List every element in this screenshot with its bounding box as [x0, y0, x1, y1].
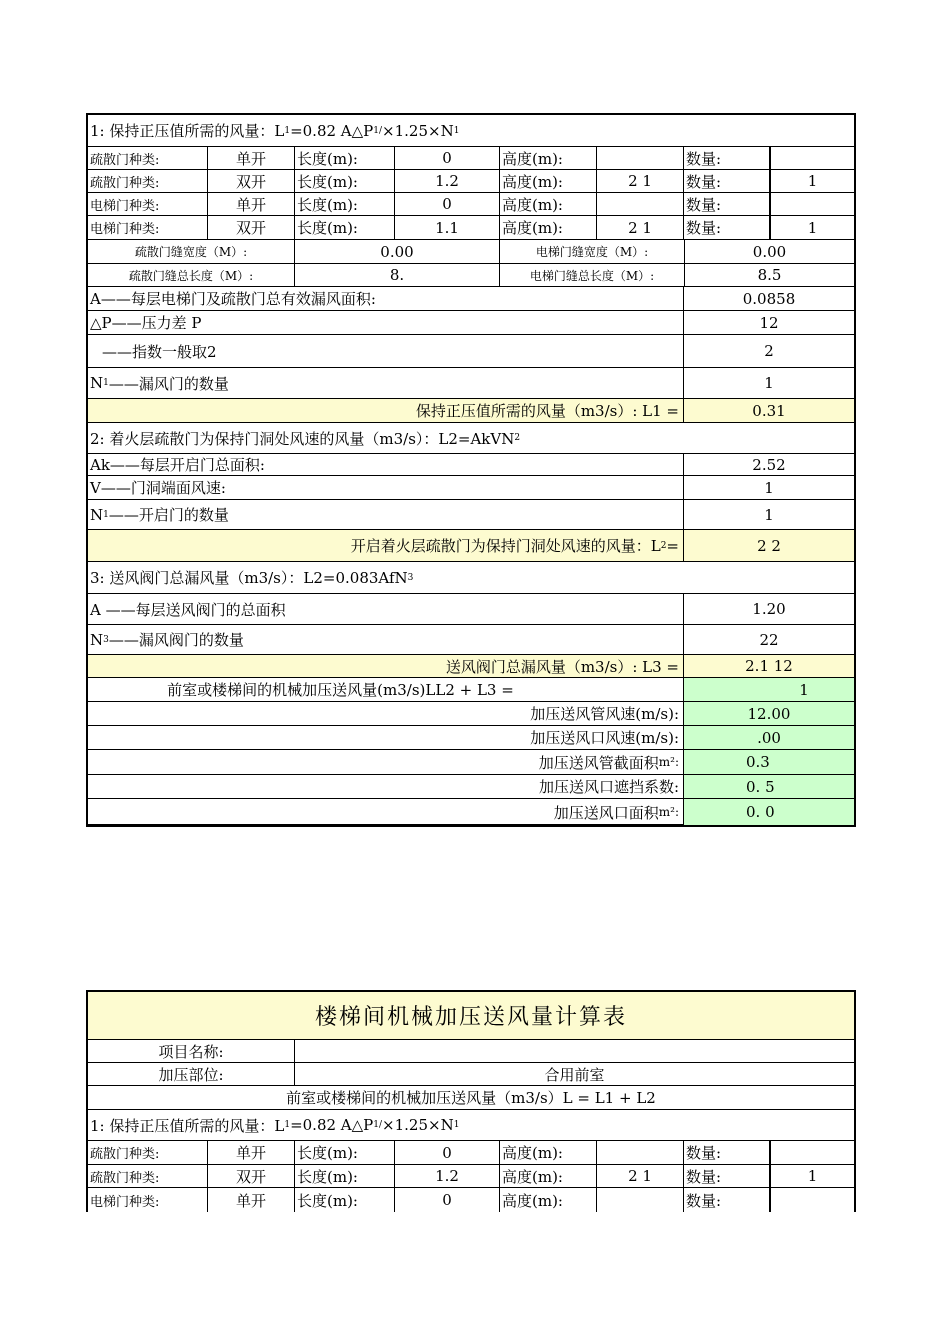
- duct-speed-label: 加压送风管风速(m/s):: [88, 702, 684, 725]
- block-coef-row: [88, 775, 854, 799]
- duct-area-row: [88, 750, 854, 775]
- door-type-cell[interactable]: 单开: [208, 193, 295, 215]
- quantity-label: 数量:: [684, 170, 770, 192]
- elevator-gap-width-value[interactable]: 0.00: [684, 240, 854, 263]
- velocity-row: [88, 476, 854, 500]
- formula-l3-row: [88, 562, 854, 594]
- height-label: 高度(m):: [500, 147, 597, 169]
- valve-count-label: N 3 ——漏风阀门的数量: [88, 625, 684, 654]
- valve-count-row: [88, 625, 854, 655]
- elevator-gap-length-value[interactable]: 8.5: [684, 264, 854, 286]
- l2-result-value: 2 2: [757, 536, 781, 555]
- quantity-label: 数量:: [684, 1188, 770, 1212]
- door-type-label: 电梯门种类:: [88, 193, 208, 215]
- door-type-cell[interactable]: 单开: [208, 1188, 295, 1212]
- quantity-cell[interactable]: 1: [770, 216, 854, 239]
- valve-area-row: [88, 594, 854, 625]
- formula-l1-row: [88, 1110, 854, 1141]
- area-a-label: A——每层电梯门及疏散门总有效漏风面积:: [88, 287, 684, 310]
- evac-gap-width-value[interactable]: 0.00: [295, 240, 500, 263]
- height-cell[interactable]: [597, 147, 684, 169]
- quantity-cell[interactable]: [770, 1188, 854, 1212]
- l3-result-value: 2.1 12: [745, 657, 793, 675]
- height-label: 高度(m):: [500, 216, 597, 239]
- l3-result-label: 送风阀门总漏风量（m3/s）: L3 =: [88, 655, 684, 677]
- formula-l1-row: [88, 115, 854, 147]
- length-label: 长度(m):: [295, 147, 395, 169]
- calc-sheet-top: [86, 113, 856, 827]
- height-label: 高度(m):: [500, 1188, 597, 1212]
- area-a-value[interactable]: 0.0858: [742, 289, 796, 308]
- leak-door-count-value[interactable]: 1: [764, 374, 774, 392]
- evac-gap-length-label: 疏散门缝总长度（M）:: [88, 264, 295, 286]
- block-coef-label: 加压送风口遮挡系数:: [88, 775, 684, 798]
- total-airflow-label: 前室或楼梯间的机械加压送风量(m3/s)LL2 + L3 =: [88, 678, 684, 701]
- gap-length-row: [88, 264, 854, 287]
- door-row: [88, 1188, 854, 1212]
- formula-total-row: [88, 1086, 854, 1110]
- height-cell[interactable]: 2 1: [597, 170, 684, 192]
- valve-area-value[interactable]: 1.20: [752, 600, 786, 618]
- l2-result-label: 开启着火层疏散门为保持门洞处风速的风量：L 2 =: [88, 530, 684, 561]
- area-a-row: [88, 287, 854, 311]
- length-label: 长度(m):: [295, 1188, 395, 1212]
- elevator-gap-length-label: 电梯门缝总长度（M）:: [529, 268, 655, 283]
- height-label: 高度(m):: [500, 1141, 597, 1164]
- location-value[interactable]: 合用前室: [544, 1065, 605, 1084]
- valve-area-label: A ——每层送风阀门的总面积: [88, 594, 684, 624]
- quantity-cell[interactable]: 1: [770, 170, 854, 192]
- length-cell[interactable]: 0: [395, 147, 500, 169]
- door-row: [88, 1141, 854, 1165]
- outlet-speed-row: [88, 726, 854, 750]
- length-cell[interactable]: 0: [395, 193, 500, 215]
- valve-count-value[interactable]: 22: [759, 630, 779, 649]
- sheet-title: 楼梯间机械加压送风量计算表: [314, 1005, 627, 1030]
- length-label: 长度(m):: [295, 193, 395, 215]
- location-label: 加压部位:: [88, 1063, 295, 1085]
- formula-l1: 1: 保持正压值所需的风量：L 1 =0.82 A△P 1/ ×1.25×N 1: [90, 121, 460, 140]
- outlet-area-label: 加压送风口面积 m²:: [88, 799, 684, 825]
- ak-value[interactable]: 2.52: [752, 455, 786, 474]
- door-type-cell[interactable]: 单开: [208, 147, 295, 169]
- outlet-area-value: 0. 0: [684, 799, 854, 825]
- pressure-row: [88, 311, 854, 335]
- outlet-speed-label: 加压送风口风速(m/s):: [88, 726, 684, 749]
- height-cell[interactable]: 2 1: [597, 216, 684, 239]
- quantity-label: 数量:: [684, 193, 770, 215]
- l1-result-value: 0.31: [752, 401, 786, 420]
- outlet-speed-value[interactable]: .00: [684, 726, 854, 749]
- formula-l2: 2: 着火层疏散门为保持门洞处风速的风量（m3/s）：L2=AkVN 2: [90, 429, 521, 448]
- formula-l1: 1: 保持正压值所需的风量：L 1 =0.82 A△P 1/ ×1.25×N 1: [90, 1116, 460, 1135]
- total-airflow-value: 1: [684, 678, 854, 701]
- open-door-count-row: [88, 500, 854, 530]
- length-cell[interactable]: 0: [395, 1141, 500, 1164]
- door-type-label: 疏散门种类:: [88, 1165, 208, 1187]
- door-type-label: 电梯门种类:: [88, 216, 208, 239]
- sheet-title-row: [88, 992, 854, 1040]
- height-label: 高度(m):: [500, 1165, 597, 1187]
- location-row: [88, 1063, 854, 1086]
- door-type-cell[interactable]: 单开: [208, 1141, 295, 1164]
- l1-result-label: 保持正压值所需的风量（m3/s）: L1 =: [88, 399, 684, 422]
- height-cell[interactable]: 2 1: [597, 1165, 684, 1187]
- velocity-value[interactable]: 1: [764, 478, 774, 497]
- height-cell[interactable]: [597, 1188, 684, 1212]
- block-coef-value[interactable]: 0. 5: [684, 775, 854, 798]
- door-type-label: 疏散门种类:: [88, 147, 208, 169]
- quantity-label: 数量:: [684, 216, 770, 239]
- l1-result-row: [88, 399, 854, 423]
- length-label: 长度(m):: [295, 170, 395, 192]
- quantity-cell[interactable]: [770, 193, 854, 215]
- calc-sheet-bottom: [86, 990, 856, 1212]
- duct-area-value: 0.3: [684, 750, 854, 774]
- door-row: [88, 1165, 854, 1188]
- length-cell[interactable]: 1.2: [395, 1165, 500, 1187]
- leak-door-count-label: N 1 ——漏风门的数量: [88, 368, 684, 398]
- open-door-count-value[interactable]: 1: [764, 505, 774, 524]
- project-name-input[interactable]: [295, 1040, 854, 1062]
- door-type-cell[interactable]: 双开: [208, 1165, 295, 1187]
- quantity-label: 数量:: [684, 1141, 770, 1164]
- door-row: [88, 170, 854, 193]
- total-airflow-row: [88, 678, 854, 702]
- height-cell[interactable]: [597, 1141, 684, 1164]
- formula-l3: 3: 送风阀门总漏风量（m3/s）：L2=0.083AfN 3: [90, 569, 414, 587]
- quantity-cell[interactable]: [770, 1141, 854, 1164]
- door-type-label: 疏散门种类:: [88, 170, 208, 192]
- evac-gap-width-label: 疏散门缝宽度（M）:: [88, 240, 295, 263]
- formula-l2-row: [88, 423, 854, 454]
- formula-total: 前室或楼梯间的机械加压送风量（m3/s）L = L1 + L2: [286, 1089, 656, 1107]
- quantity-cell[interactable]: 1: [770, 1165, 854, 1187]
- duct-area-label: 加压送风管截面积 m²:: [88, 750, 684, 774]
- height-label: 高度(m):: [500, 193, 597, 215]
- outlet-area-row: [88, 799, 854, 825]
- length-label: 长度(m):: [295, 1165, 395, 1187]
- height-label: 高度(m):: [500, 170, 597, 192]
- duct-speed-value[interactable]: 12.00: [684, 702, 854, 725]
- height-cell[interactable]: [597, 193, 684, 215]
- duct-speed-row: [88, 702, 854, 726]
- velocity-label: V——门洞端面风速:: [88, 476, 684, 499]
- ak-label: Ak——每层开启门总面积:: [88, 454, 684, 475]
- exponent-value[interactable]: 2: [764, 342, 774, 360]
- l2-result-row: [88, 530, 854, 562]
- door-type-cell[interactable]: 双开: [208, 170, 295, 192]
- l3-result-row: [88, 655, 854, 678]
- open-door-count-label: N 1 ——开启门的数量: [88, 500, 684, 529]
- door-type-label: 疏散门种类:: [88, 1141, 208, 1164]
- leak-door-count-row: [88, 368, 854, 399]
- project-name-row: [88, 1040, 854, 1063]
- ak-row: [88, 454, 854, 476]
- length-label: 长度(m):: [295, 216, 395, 239]
- door-type-cell[interactable]: 双开: [208, 216, 295, 239]
- length-label: 长度(m):: [295, 1141, 395, 1164]
- project-name-label: 项目名称:: [88, 1040, 295, 1062]
- length-cell[interactable]: 1.2: [395, 170, 500, 192]
- length-cell[interactable]: 0: [395, 1188, 500, 1212]
- pressure-value[interactable]: 12: [759, 313, 779, 332]
- door-row: [88, 147, 854, 170]
- quantity-label: 数量:: [684, 1165, 770, 1187]
- quantity-label: 数量:: [684, 147, 770, 169]
- door-type-label: 电梯门种类:: [88, 1188, 208, 1212]
- length-cell[interactable]: 1.1: [395, 216, 500, 239]
- exponent-label: ——指数一般取2: [88, 335, 684, 367]
- quantity-cell[interactable]: [770, 147, 854, 169]
- gap-width-row: [88, 240, 854, 264]
- door-row: [88, 216, 854, 240]
- door-row: [88, 193, 854, 216]
- pressure-label: △P——压力差 P: [88, 311, 684, 334]
- exponent-row: [88, 335, 854, 368]
- elevator-gap-width-label: 电梯门缝宽度（M）:: [535, 245, 649, 259]
- evac-gap-length-value[interactable]: 8.: [295, 264, 500, 286]
